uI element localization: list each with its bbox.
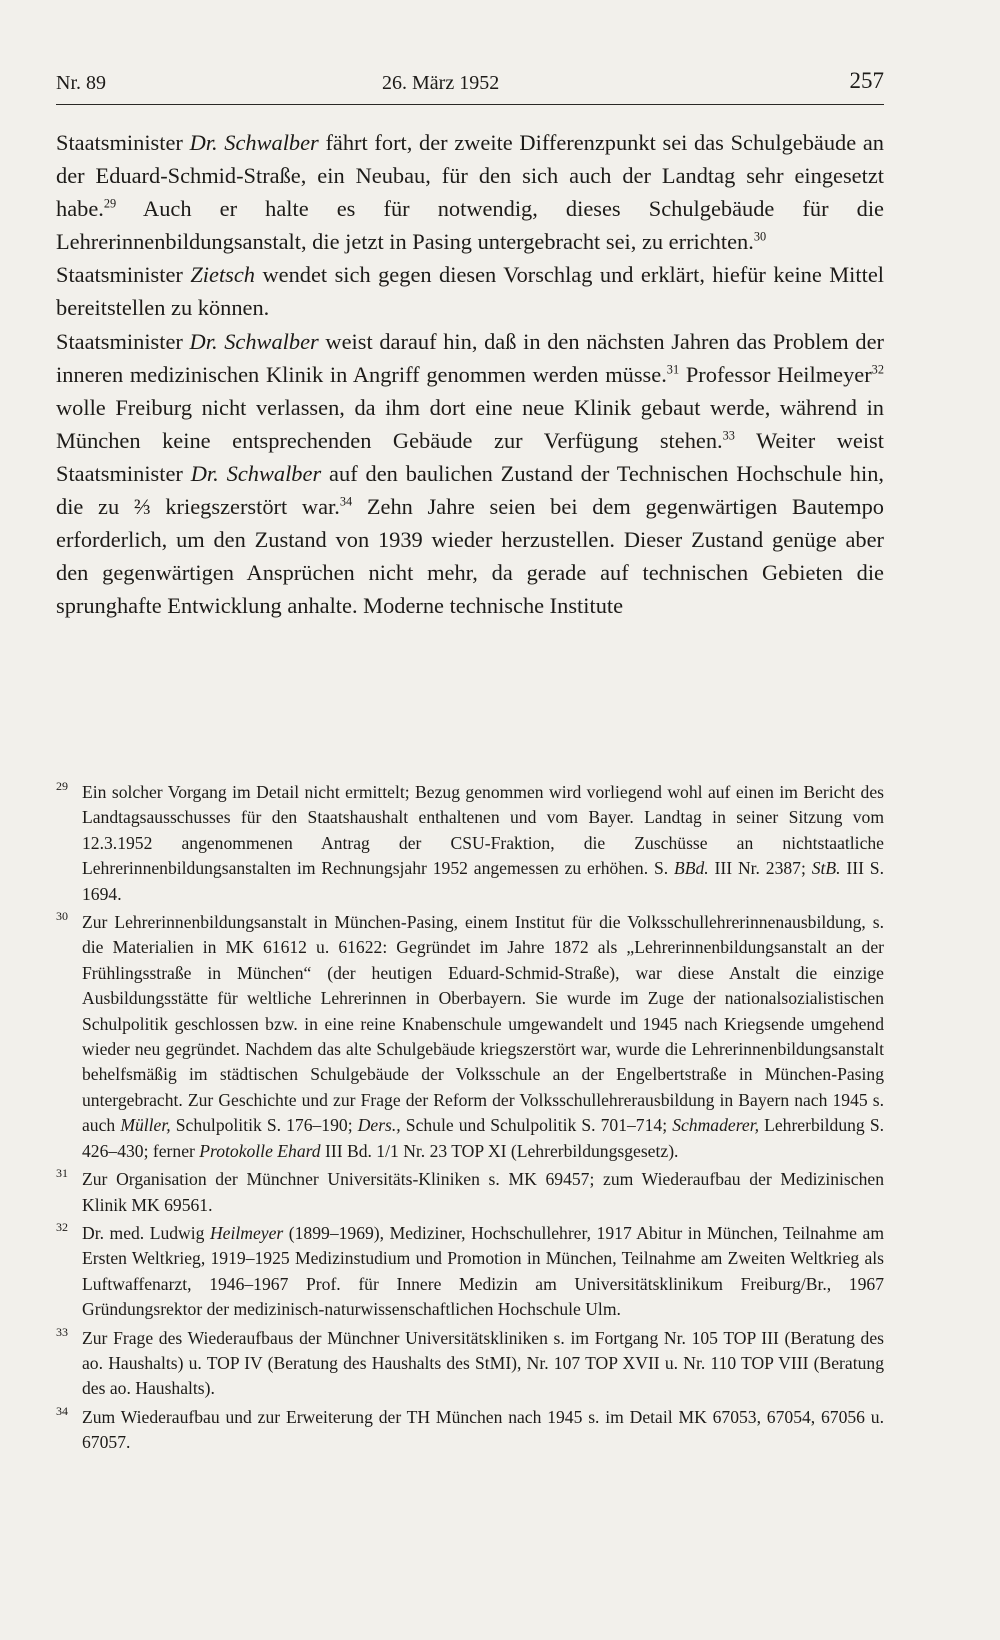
text-run: III Nr. 2387; <box>708 858 812 879</box>
text-run: Lehrerbildung S. 426–430; ferner <box>82 1115 885 1161</box>
text-run: Zur Lehrerinnenbildungsanstalt in München-Pasing, einem Institut für die Volksschullehrerinnenausbildung, s. die Materialien in MK 61612 u. 61622: Gegründet im Jahre 1872 als „Lehrerinnenbildungsanstalt an der Frühlingsstraße in München“ (der heutigen Eduard-Schmid-Straße), war diese Anstalt die einzige Ausbildungsstätte für weltliche Lehrerinnen in Oberbayern. Sie wurde im Zuge der nationalsozialistischen Schulpolitik geschlossen bzw. in eine reine Knabenschule umgewandelt und 1945 nach Kriegsende umgehend wieder neu gegründet. Nachdem das alte Schulgebäude kriegszerstört war, wurde die Lehrerinnenbildungsanstalt behelfsmäßig im städtischen Schulgebäude der Volksschule an der Engelbertstraße in München-Pasing untergebracht. Zur Geschichte und zur Frage der Reform der Volksschullehrerausbildung in Bayern nach 1945 s. auch <box>82 912 884 1136</box>
header-rule <box>56 104 884 105</box>
text-run: III S. 1694. <box>82 858 884 904</box>
italic-text: Dr. Schwalber <box>190 460 322 486</box>
footnote-number: 31 <box>56 1166 68 1181</box>
footnote <box>56 1326 884 1402</box>
italic-text: Ders., <box>357 1115 401 1136</box>
footnote-reference: 33 <box>722 428 735 443</box>
footnote <box>56 1405 884 1456</box>
main-text <box>56 126 884 622</box>
footnote-number: 34 <box>56 1403 68 1418</box>
footnote-number: 33 <box>56 1324 68 1339</box>
running-header <box>56 66 884 98</box>
text-run: Auch er halte es für notwendig, dieses Schulgebäude für die Lehrerinnenbildungsanstalt, die jetzt in Pasing untergebracht sei, zu errichten. <box>56 196 884 255</box>
footnote <box>56 1221 884 1323</box>
text-run: Weiter weist Staatsminister <box>56 427 884 486</box>
body-paragraph <box>56 325 884 623</box>
footnote-reference: 30 <box>753 229 767 244</box>
text-run: auf den baulichen Zustand der Technischen Hochschule hin, die zu ⅔ kriegszerstört war. <box>56 460 885 520</box>
footnote-reference: 29 <box>103 196 117 211</box>
footnote-reference: 34 <box>339 494 353 509</box>
italic-text: Protokolle Ehard <box>199 1140 321 1161</box>
session-date: 26. März 1952 <box>382 72 500 94</box>
footnote <box>56 780 884 907</box>
italic-text: Dr. Schwalber <box>189 328 319 354</box>
document-number: Nr. 89 <box>56 72 106 94</box>
text-run: Dr. med. Ludwig <box>82 1222 210 1243</box>
footnote-number: 29 <box>56 779 68 793</box>
page-number: 257 <box>849 68 884 93</box>
text-run: Zur Frage des Wiederaufbaus der Münchner Universitätskliniken s. im Fortgang Nr. 105 TOP III (Beratung des ao. Haushalts) u. TOP IV (Beratung des Haushalts des StMI), Nr. 107 TOP XVII u. Nr. 110 TOP VIII (Beratung des ao. Haushalts). <box>82 1327 884 1399</box>
italic-text: BBd. <box>673 858 709 879</box>
text-run: Professor Heilmeyer <box>679 361 872 387</box>
text-run: Ein solcher Vorgang im Detail nicht ermittelt; Bezug genommen wird vorliegend wohl auf einen im Bericht des Landtagsausschusses für den Staatshaushalt enthaltenen und vom Bayer. Landtag in seiner Sitzung vom 12.3.1952 angenommenen Antrag der CSU-Fraktion, die Zuschüsse an nichtstaatliche Lehrerinnenbildungsanstalten im Rechnungsjahr 1952 angemessen zu erhöhen. S. <box>82 782 884 879</box>
text-run: wendet sich gegen diesen Vorschlag und erklärt, hiefür keine Mittel bereitstellen zu können. <box>56 262 884 321</box>
text-run: weist darauf hin, daß in den nächsten Jahren das Problem der inneren medizinischen Klinik in Angriff genommen werden müsse. <box>56 328 884 387</box>
text-run: Staatsminister <box>56 130 190 155</box>
italic-text: Heilmeyer <box>209 1222 284 1243</box>
footnote <box>56 910 884 1164</box>
text-run: Staatsminister <box>56 328 190 354</box>
text-run: (1899–1969), Mediziner, Hochschullehrer, 1917 Abitur in München, Teilnahme am Ersten Weltkrieg, 1919–1925 Medizinstudium und Promotion in München, Teilnahme am Zweiten Weltkrieg als Luftwaffenarzt, 1946–1967 Prof. für Innere Medizin am Universitätsklinikum Freiburg/Br., 1967 Gründungsrektor der medizinisch-naturwissenschaftlichen Hochschule Ulm. <box>82 1222 885 1320</box>
text-run: fährt fort, der zweite Differenzpunkt sei das Schulgebäude an der Eduard-Schmid-Straße, ein Neubau, für den sich auch der Landtag sehr eingesetzt habe. <box>56 130 885 222</box>
italic-text: Schmaderer, <box>672 1115 759 1136</box>
text-run: Schule und Schulpolitik S. 701–714; <box>400 1115 673 1136</box>
footnote-number: 30 <box>56 909 68 924</box>
text-run: wolle Freiburg nicht verlassen, da ihm dort eine neue Klinik gebaut werde, während in München keine entsprechenden Gebäude zur Verfügung stehen. <box>56 394 884 453</box>
footnote-reference: 32 <box>871 362 884 377</box>
footnote <box>56 1167 884 1218</box>
text-run: Schulpolitik S. 176–190; <box>170 1115 358 1136</box>
footnote-reference: 31 <box>666 362 680 377</box>
text-run: III Bd. 1/1 Nr. 23 TOP XI (Lehrerbildungsgesetz). <box>320 1140 679 1161</box>
text-run: Zehn Jahre seien bei dem gegenwärtigen Bautempo erforderlich, um den Zustand von 1939 wieder herzustellen. Dieser Zustand genüge aber den gegenwärtigen Ansprüchen nicht mehr, da gerade auf technischen Gebieten die sprunghafte Entwicklung anhalte. Moderne technische Institute <box>56 494 884 619</box>
italic-text: Dr. Schwalber <box>189 130 319 155</box>
text-run: Zum Wiederaufbau und zur Erweiterung der TH München nach 1945 s. im Detail MK 67053, 67054, 67056 u. 67057. <box>82 1406 884 1453</box>
text-run: Zur Organisation der Münchner Universitäts-Kliniken s. MK 69457; zum Wiederaufbau der Medizinischen Klinik MK 69561. <box>82 1169 884 1215</box>
footnotes <box>56 780 884 1459</box>
body-paragraph <box>56 258 884 324</box>
body-paragraph <box>56 126 884 258</box>
italic-text: StB. <box>811 858 841 879</box>
italic-text: Zietsch <box>190 262 256 288</box>
footnote-number: 32 <box>56 1219 68 1234</box>
italic-text: Müller, <box>120 1115 171 1136</box>
text-run: Staatsminister <box>56 262 191 288</box>
